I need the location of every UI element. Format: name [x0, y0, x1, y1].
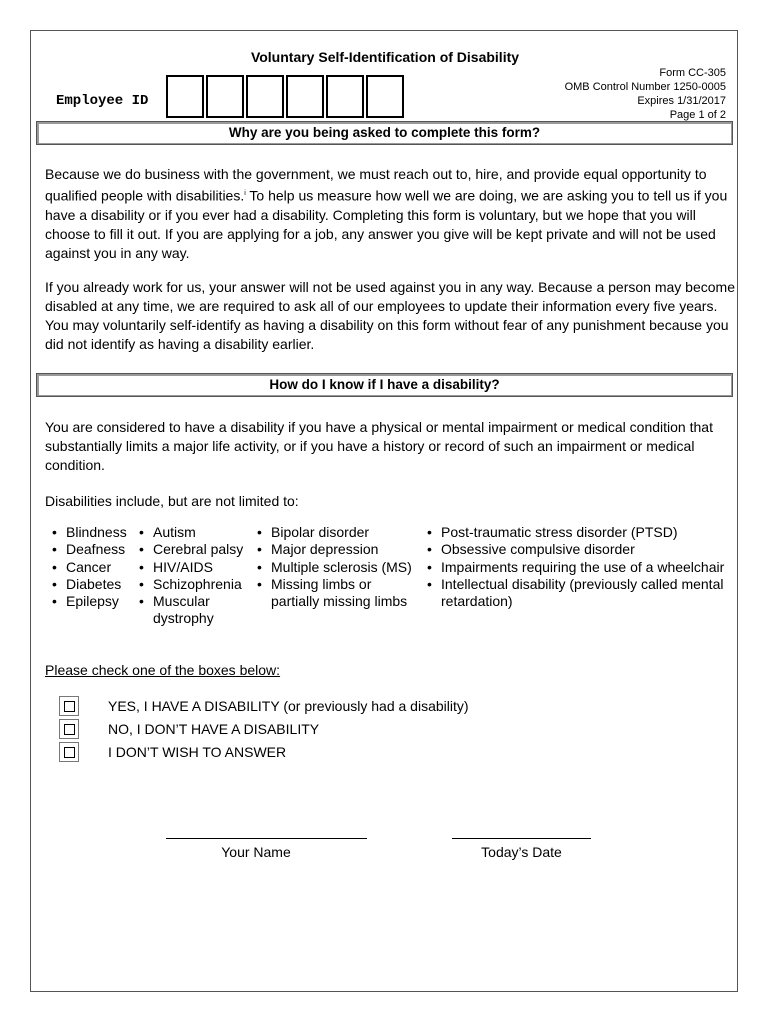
- name-label: Your Name: [221, 844, 291, 860]
- employee-id-digit-3[interactable]: [246, 75, 284, 118]
- list-item: • Autism: [139, 524, 257, 541]
- employee-id-boxes: [166, 75, 406, 118]
- employee-id-label: Employee ID: [56, 93, 149, 109]
- list-item: • Blindness: [52, 524, 140, 541]
- checkbox-no[interactable]: [59, 719, 79, 739]
- section-heading-how: How do I know if I have a disability?: [36, 373, 733, 397]
- option-yes-label: YES, I HAVE A DISABILITY (or previously had a disability): [108, 698, 469, 714]
- list-item: • Major depression: [257, 541, 427, 558]
- list-item: • Muscular dystrophy: [139, 593, 233, 628]
- option-no[interactable]: [59, 719, 319, 739]
- list-item: • Intellectual disability (previously called mental retardation): [427, 576, 733, 611]
- footnote-marker: i: [244, 190, 246, 197]
- check-instructions: Please check one of the boxes below:: [45, 662, 281, 678]
- section-heading-why: Why are you being asked to complete this form?: [36, 121, 733, 145]
- checkbox-square-icon: [64, 724, 75, 735]
- option-decline[interactable]: [59, 742, 286, 762]
- list-item: • Missing limbs or partially missing limbs: [257, 576, 409, 611]
- list-item: • Bipolar disorder: [257, 524, 427, 541]
- paragraph-intro: [45, 165, 735, 263]
- paragraph-intro-part2: To help us measure how well we are doing, we are asking you to tell us if you have a disability or if you ever had a disability. Completing this form is voluntary, but we hope that you will choose to fill it out. If you are applying for a job, any answer you give will be kept private and will not be used against you in any way.: [45, 187, 728, 261]
- disability-list-col4: [427, 524, 732, 610]
- date-label: Today’s Date: [481, 844, 562, 860]
- list-item: • Multiple sclerosis (MS): [257, 559, 427, 576]
- employee-id-digit-6[interactable]: [366, 75, 404, 118]
- form-meta: [565, 66, 726, 122]
- paragraph-current-employees: If you already work for us, your answer will not be used against you in any way. Because a person may become disabled at any time, we are required to ask all of our employees to update their information every five years. You may voluntarily self-identify as having a disability on this form without fear of any punishment because you did not identify as having a disability earlier.: [45, 279, 735, 352]
- checkbox-decline[interactable]: [59, 742, 79, 762]
- checkbox-yes[interactable]: [59, 696, 79, 716]
- disability-list-col3: [257, 524, 427, 610]
- list-item: • HIV/AIDS: [139, 559, 257, 576]
- list-item: • Cancer: [52, 559, 140, 576]
- disability-list-col2: [139, 524, 257, 628]
- employee-id-digit-2[interactable]: [206, 75, 244, 118]
- employee-id-digit-4[interactable]: [286, 75, 324, 118]
- list-item: • Diabetes: [52, 576, 140, 593]
- page-number: Page 1 of 2: [669, 109, 726, 121]
- list-item: • Cerebral palsy: [139, 541, 257, 558]
- employee-id-digit-5[interactable]: [326, 75, 364, 118]
- checkbox-square-icon: [64, 747, 75, 758]
- option-no-label: NO, I DON’T HAVE A DISABILITY: [108, 721, 320, 737]
- list-item: • Deafness: [52, 541, 140, 558]
- omb-number: OMB Control Number 1250-0005: [564, 81, 726, 93]
- paragraph-intro-part1: Because we do business with the government, we must reach out to, hire, and provide equal opportunity to qualified people with disabilities.: [45, 166, 707, 204]
- list-item: • Impairments requiring the use of a wheelchair: [427, 559, 732, 576]
- employee-id-digit-1[interactable]: [166, 75, 204, 118]
- list-item: • Obsessive compulsive disorder: [427, 541, 732, 558]
- paragraph-definition: You are considered to have a disability if you have a physical or mental impairment or medical condition that substantially limits a major life activity, or if you have a history or record of such an impairment or medical condition.: [45, 419, 713, 473]
- checkbox-square-icon: [64, 701, 75, 712]
- form-number: Form CC-305: [659, 67, 726, 79]
- list-item: • Epilepsy: [52, 593, 140, 610]
- list-item: • Post-traumatic stress disorder (PTSD): [427, 524, 732, 541]
- date-signature-line[interactable]: [452, 838, 591, 839]
- disability-list-col1: [52, 524, 140, 610]
- paragraph-list-intro: Disabilities include, but are not limited to:: [45, 493, 299, 509]
- name-signature-line[interactable]: [166, 838, 367, 839]
- list-item: • Schizophrenia: [139, 576, 257, 593]
- form-title: Voluntary Self-Identification of Disability: [250, 49, 520, 65]
- option-decline-label: I DON’T WISH TO ANSWER: [108, 744, 287, 760]
- option-yes[interactable]: [59, 696, 469, 716]
- expiration: Expires 1/31/2017: [637, 95, 726, 107]
